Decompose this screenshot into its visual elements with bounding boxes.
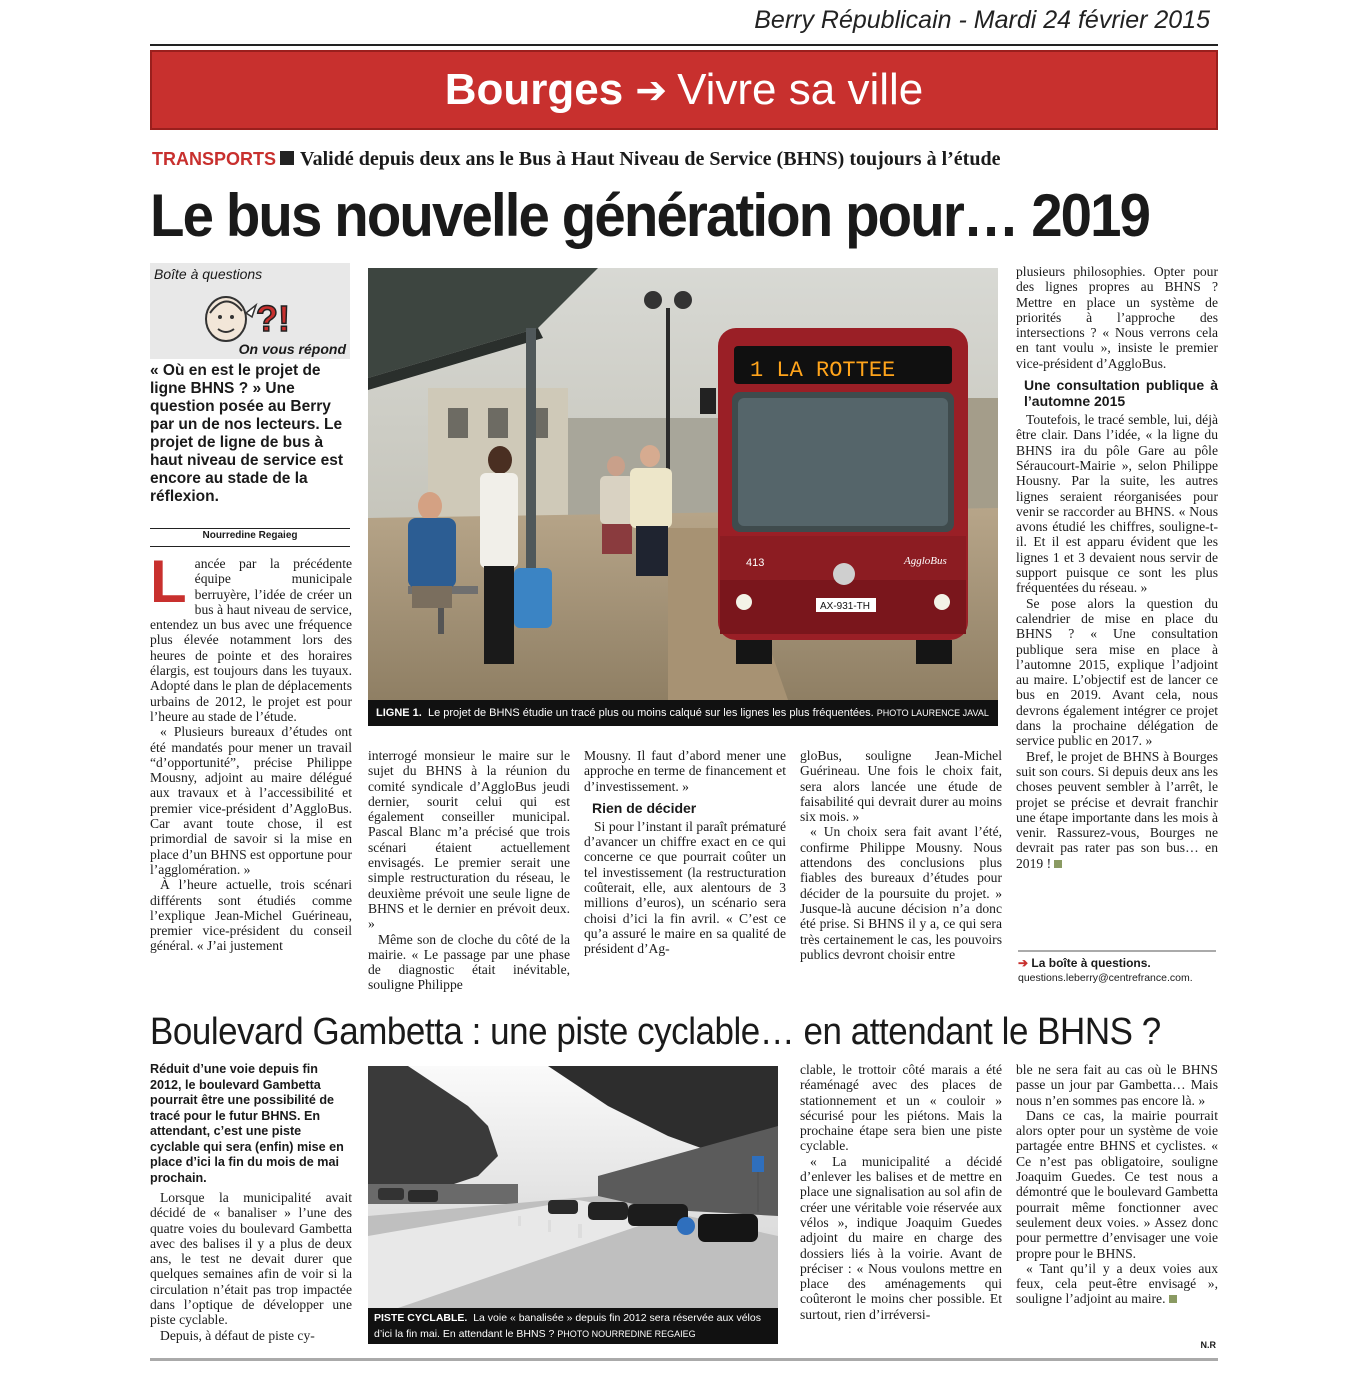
subheading: Rien de décider: [592, 799, 697, 816]
paragraph: plusieurs philosophies. Opter pour des lignes propres au BHNS ? Mettre en place un système de priorités à l’approche des intersections ? « Nous verrons cela en tant voulu », insiste le premier vice-président d’AggloBus.: [1016, 264, 1218, 371]
masthead: Berry Républicain - Mardi 24 février 2015: [754, 6, 1210, 34]
paragraph: Si pour l’instant il paraît prématuré d’avancer un chiffre exact en ce qui concerne ce que pourrait coûter un tel investissement (la restructuration coûterait, elle, aux alentours de 3 millions d’euros), un scénario sera choisi d’ici la fin avril. « C’est ce qu’a assuré le maire en sa qualité de président d’Ag-: [584, 818, 786, 957]
kicker-text: Validé depuis deux ans le Bus à Haut Niveau de Service (BHNS) toujours à l’étude: [300, 148, 1001, 170]
bus-photo: [368, 268, 998, 700]
question-box-label: Boîte à questions: [154, 266, 263, 282]
article2-body: [150, 1190, 352, 1343]
paragraph: ble ne sera fait au cas où le BHNS passe un jour par Gambetta… Mais nous n’en sommes pas encore là. »: [1016, 1062, 1218, 1108]
caption-text: Le projet de BHNS étudie un tracé plus ou moins calqué sur les lignes les plus fréquentées.: [427, 707, 874, 719]
paragraph: Mousny. Il faut d’abord mener une approche en terme de financement et d’investissement. »: [584, 748, 786, 794]
bus-destination: 1 LA ROTTEE: [750, 358, 896, 383]
subsection-name: Vivre sa ville: [677, 65, 924, 114]
author-rule: [150, 528, 350, 529]
article-column-3: [584, 748, 786, 957]
question-logo-icon: [200, 283, 310, 347]
subheading: Une consultation publique à l’automne 2015: [1024, 377, 1218, 410]
bus-brand: AggloBus: [904, 555, 947, 567]
article-column-4: [800, 748, 1002, 962]
paragraph: interrogé monsieur le maire sur le sujet du BHNS à la réunion du comité syndicale d’AggloBus jeudi dernier, sourit celui qui est également conseiller municipal. Pascal Blanc m’a précisé que trois scénari étaient actuellement envisagés. Le premier serait une simple restructuration du réseau, le deuxième prévoit une seule ligne de BHNS et le dernier en prévoit deux. »: [368, 748, 570, 932]
end-mark-icon: [1054, 860, 1062, 868]
paragraph: Même son de cloche du côté de la mairie. « Le passage par une phase de diagnostic était inévitable, souligne Philippe: [368, 931, 570, 993]
paragraph: Toutefois, le tracé semble, lui, déjà être clair. Dans l’idée, « la ligne du BHNS ira du pôle Gare au pôle Séraucourt-Mairie », selon Philippe Housny. Par la suite, les autres lignes seraient réorganisées pour venir se raccorder au BHNS. « Nous avons étudié les chiffres, souligne-t-il. Et il est apparu évident que les lignes 1 et 3 devaient nous servir de support puisque ce sont les plus fréquentées du réseau. »: [1016, 412, 1218, 596]
paragraph: ancée par la précédente équipe municipale berruyère, l’idée de créer un bus à haut niveau de service, entendez un bus avec une fréquence plus élevée notamment lors des heures de pointe et des horaires élargis, est toujours dans les tuyaux. Adopté dans le plan de déplacements urbains de 2012, le projet est pour l’heure au stade de l’étude.: [150, 556, 352, 724]
paragraph: Dans ce cas, la mairie pourrait alors opter pour un système de voie partagée entre BHNS et cyclistes. « Ce n’est pas obligatoire, souligne Joaquim Guedes. Ce test nous a démontré que le boulevard Gambetta pourrait même fonctionner avec seulement deux voies. » Assez donc pour permettre d’envisager une voie propre pour le BHNS.: [1016, 1107, 1218, 1261]
arrow-icon: ➔: [635, 69, 668, 112]
boulevard-photo-image: [368, 1066, 778, 1308]
paragraph-text: « Tant qu’il y a deux voies aux feux, cela peut-être envisagé », souligne l’adjoint au maire.: [1016, 1260, 1218, 1307]
paragraph: À l’heure actuelle, trois scénari différents sont étudiés comme l’explique Jean-Michel Guérineau, premier vice-président du conseil général. « J’ai justement: [150, 877, 352, 954]
paragraph: Depuis, à défaut de piste cy-: [160, 1327, 315, 1343]
bus-photo-image: [368, 268, 998, 700]
paragraph-text: Bref, le projet de BHNS à Bourges suit son cours. Si depuis deux ans les choses peuvent sembler à l’arrêt, le projet se précise et devrait franchir une étape importante dans les mois à venir. Rassurez-vous, Bourges ne devrait pas rater pas son bus… en 2019 !: [1016, 748, 1218, 871]
kicker-tag: TRANSPORTS: [152, 149, 277, 169]
questions-rule: [1018, 950, 1216, 952]
byline: Nourredine Regaieg: [202, 530, 298, 541]
questions-title-text: La boîte à questions.: [1031, 956, 1151, 970]
square-bullet-icon: [280, 151, 294, 165]
photo-credit: PHOTO NOURREDINE REGAIEG: [557, 1329, 696, 1339]
logo-text: ?!: [256, 298, 290, 339]
paragraph: [1016, 749, 1218, 871]
arrow-icon: ➔: [1018, 956, 1029, 970]
boulevard-photo: [368, 1066, 778, 1308]
article-column-1: [150, 548, 352, 954]
article-column-2: [368, 748, 570, 993]
kicker: [152, 146, 1214, 172]
bus-plate: AX-931-TH: [820, 601, 871, 612]
article2-column-3: [800, 1062, 1002, 1322]
article-intro: « Où en est le projet de ligne BHNS ? » Une question posée au Berry par un de nos lecteurs. Le projet de ligne de bus à haut niveau de service est encore au stade de la réflexion.: [150, 362, 343, 505]
paragraph: Se pose alors la question du calendrier de mise en place du BHNS ? « Une consultation publique sera mise en place à l’automne 2015, explique l’adjoint au maire. L’objectif est de lancer ce bus en 2019. Avant cela, nous devrons également intégrer ce projet dans la prochaine délégation de service public en 2017. »: [1016, 595, 1218, 749]
question-box-answer: On vous répond: [238, 341, 346, 357]
caption-text: La voie « banalisée » depuis fin 2012 sera réservée aux vélos d’ici la fin mai. En attendant le BHNS ?: [374, 1312, 761, 1340]
article2-intro: Réduit d’une voie depuis fin 2012, le boulevard Gambetta pourrait être une possibilité de tracé pour le futur BHNS. En attendant, c’est une piste cyclable qui sera (enfin) mise en place d’ici la fin du mois de mai prochain.: [150, 1062, 344, 1185]
paragraph: Lorsque la municipalité avait décidé de « banaliser » l’une des quatre voies du boulevard Gambetta avec des balises il y a plus de deux ans, le test ne devait durer que quelques semaines afin de voir si la circulation n’était pas trop impactée dans l’optique de développer une piste cyclable.: [150, 1190, 352, 1328]
article2-column-1: [150, 1062, 352, 1343]
paragraph: « Plusieurs bureaux d’études ont été mandatés pour mener un travail “d’opportunité”, précise Philippe Mousny, adjoint au maire délégué aux travaux et à l’accessibilité et premier vice-président d’AggloBus. Car avant toute chose, il est primordial de savoir si la mise en place d’un BHNS est opportune pour l’agglomération. »: [150, 724, 352, 877]
photo-credit: PHOTO LAURENCE JAVAL: [876, 708, 989, 718]
question-box: [150, 263, 350, 359]
author-rule-bottom: [150, 546, 350, 547]
article-column-5: [1016, 264, 1218, 871]
paragraph: [1016, 1261, 1218, 1307]
photo-caption: [368, 700, 998, 726]
bottom-rule: [150, 1358, 1218, 1361]
article2-column-4: [1016, 1062, 1218, 1307]
questions-box-title: [1018, 956, 1216, 972]
headline-2: Boulevard Gambetta : une piste cyclable… en attendant le BHNS ?: [150, 1011, 1161, 1053]
photo2-caption: [368, 1308, 778, 1344]
questions-email[interactable]: questions.leberry@centrefrance.com.: [1018, 972, 1193, 984]
section-name: Bourges: [444, 65, 624, 114]
paragraph: « La municipalité a décidé d’enlever les balises et de mettre en place une signalisation au sol afin de créer une véritable voie réservée aux vélos », indique Joaquim Guedes adjoint du maire en charge des dossiers liés à la voirie. Avant de préciser : « Nous voulons mettre en place des aménagements qui coûteront le moins cher possible. Et surtout, rien d’irréversi-: [800, 1153, 1002, 1322]
dropcap: L: [150, 548, 187, 615]
caption-label: PISTE CYCLABLE.: [374, 1312, 468, 1324]
paragraph: clable, le trottoir côté marais a été réaménagé avec des places de stationnement et un « couloir » sécurisé pour les piétons. Mais la prochaine étape sera bien une piste cyclable.: [800, 1062, 1002, 1154]
bus-number: 413: [746, 557, 765, 569]
signature: N.R: [1200, 1340, 1216, 1350]
paragraph: gloBus, souligne Jean-Michel Guérineau. Une fois le choix fait, sera alors lancée une étude de faisabilité qui devrait durer au moins six mois. »: [800, 748, 1002, 825]
masthead-rule: [150, 44, 1218, 46]
section-banner: [150, 50, 1218, 130]
headline: Le bus nouvelle génération pour… 2019: [150, 182, 1150, 249]
paragraph: « Un choix sera fait avant l’été, confirme Philippe Mousny. Nous attendons des conclusions plus fiables des bureaux d’études pour décider de la poursuite du projet. » Jusque-là aucune décision n’a donc été prise. Si BHNS il y a, ce qui sera très certainement le cas, les pouvoirs publics devront choisir entre: [800, 824, 1002, 962]
caption-label: LIGNE 1.: [376, 707, 422, 719]
end-mark-icon: [1169, 1295, 1177, 1303]
